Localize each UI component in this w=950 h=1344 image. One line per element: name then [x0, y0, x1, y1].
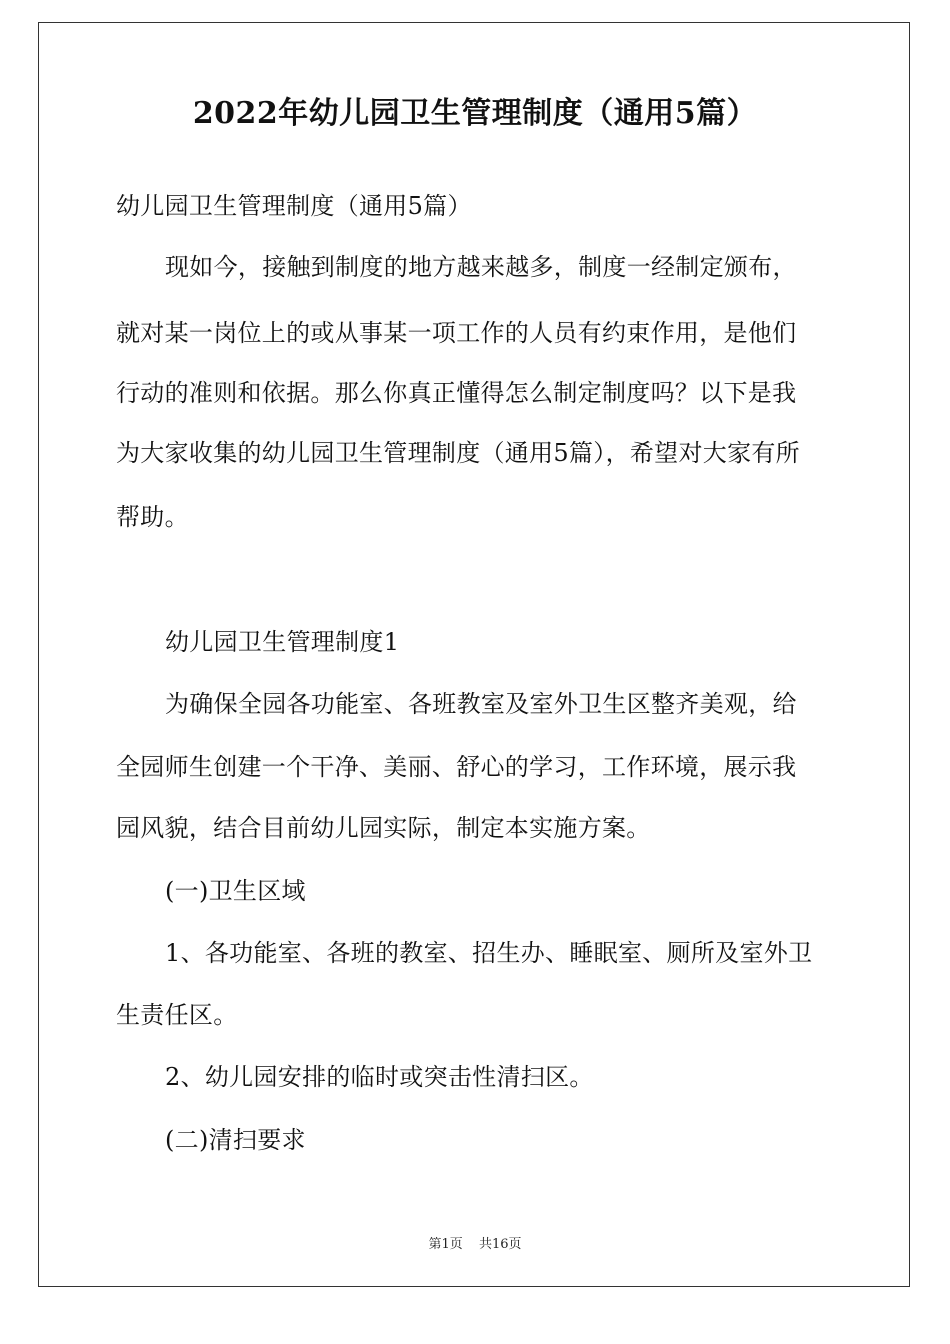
document-title: 2022年幼儿园卫生管理制度（通用5篇） [192, 96, 758, 131]
list-item: 1、各功能室、各班的教室、招生办、睡眠室、厕所及室外卫 [165, 939, 813, 967]
body-line: 为确保全园各功能室、各班教室及室外卫生区整齐美观，给 [165, 690, 797, 718]
intro-line: 行动的准则和依据。那么你真正懂得怎么制定制度吗？以下是我 [116, 379, 797, 407]
section-heading: 幼儿园卫生管理制度1 [165, 628, 400, 656]
page-total: 共16页 [478, 1237, 522, 1252]
intro-line: 帮助。 [116, 503, 189, 531]
intro-line: 为大家收集的幼儿园卫生管理制度（通用5篇），希望对大家有所 [116, 439, 800, 467]
page-number: 第1页 [428, 1237, 463, 1252]
list-item: 2、幼儿园安排的临时或突击性清扫区。 [165, 1063, 594, 1091]
body-line: 全园师生创建一个干净、美丽、舒心的学习，工作环境，展示我 [116, 753, 797, 781]
subheading: (二)清扫要求 [165, 1126, 306, 1154]
intro-line: 就对某一岗位上的或从事某一项工作的人员有约束作用，是他们 [116, 319, 797, 347]
subheading: (一)卫生区域 [165, 877, 306, 905]
list-item-continuation: 生责任区。 [116, 1001, 238, 1029]
intro-line: 现如今，接触到制度的地方越来越多，制度一经制定颁布， [165, 253, 797, 281]
page-footer [0, 1233, 950, 1252]
body-line: 园风貌，结合目前幼儿园实际，制定本实施方案。 [116, 814, 651, 842]
subtitle: 幼儿园卫生管理制度（通用5篇） [116, 192, 472, 220]
